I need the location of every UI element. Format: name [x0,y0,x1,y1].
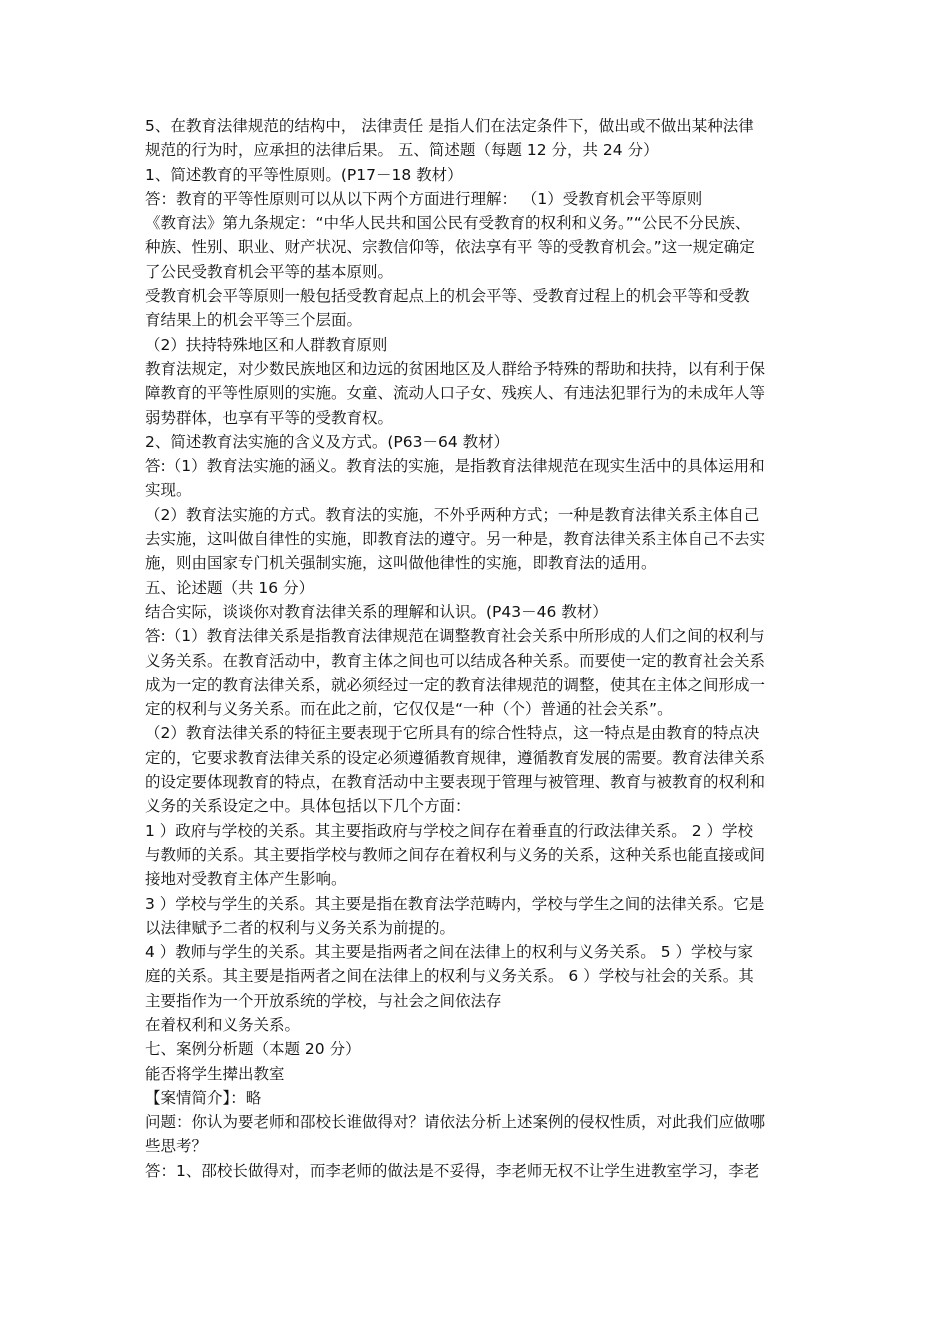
text-line: 以法律赋予二者的权利与义务关系为前提的。 [145,918,456,937]
text-line: 答：1、邵校长做得对，而李老师的做法是不妥得，李老师无权不让学生进教室学习，李老 [145,1161,760,1180]
section-heading: 1、简述教育的平等性原则。(P17－18 教材） [145,165,463,184]
text-line: 教育法规定，对少数民族地区和边远的贫困地区及人群给予特殊的帮助和扶持，以有利于保 [145,359,766,378]
text-line: 义务关系。在教育活动中，教育主体之间也可以结成各种关系。而要使一定的教育社会关系 [145,651,766,670]
text-line: 3 ）学校与学生的关系。其主要是指在教育法学范畴内，学校与学生之间的法律关系。它是 [145,894,765,913]
text-line: 主要指作为一个开放系统的学校，与社会之间依法存 [145,991,502,1010]
text-line: 答:（1）教育法律关系是指教育法律规范在调整教育社会关系中所形成的人们之间的权利与 [145,627,765,646]
text-line: 育结果上的机会平等三个层面。 [145,311,363,330]
text-line: （2）教育法律关系的特征主要表现于它所具有的综合性特点，这一特点是由教育的特点决 [145,724,760,743]
text-line: 在着权利和义务关系。 [145,1015,301,1034]
text-line: 接地对受教育主体产生影响。 [145,870,347,889]
text-line: 【案情简介】：略 [145,1088,262,1107]
text-line: 种族、性别、职业、财产状况、宗教信仰等，依法享有平 等的受教育机会。”这一规定确定 [145,238,755,257]
text-line: 定的权利与义务关系。而在此之前，它仅仅是“一种（个）普通的社会关系”。 [145,700,673,719]
text-line: 庭的关系。其主要是指两者之间在法律上的权利与义务关系。 6 ）学校与社会的关系。其 [145,967,754,986]
text-line: 4 ）教师与学生的关系。其主要是指两者之间在法律上的权利与义务关系。 5 ）学校与家 [145,943,754,962]
text-line: 《教育法》第九条规定：“中华人民共和国公民有受教育的权利和义务。”“公民不分民族、 [145,214,751,233]
text-line: 规范的行为时，应承担的法律后果。 五、简述题（每题 12 分，共 24 分） [145,141,659,160]
text-line: 障教育的平等性原则的实施。女童、流动人口子女、残疾人、有违法犯罪行为的未成年人等 [145,384,766,403]
text-line: （2）教育法实施的方式。教育法的实施，不外乎两种方式；一种是教育法律关系主体自己 [145,505,760,524]
text-line: 的设定要体现教育的特点，在教育活动中主要表现于管理与被管理、教育与被教育的权利和 [145,773,766,792]
text-line: 受教育机会平等原则一般包括受教育起点上的机会平等、受教育过程上的机会平等和受教 [145,287,750,306]
document-page [145,114,810,1183]
section-heading: 七、案例分析题（本题 20 分） [145,1040,361,1059]
text-line: 问题：你认为要老师和邵校长谁做得对？请依法分析上述案例的侵权性质，对此我们应做哪 [145,1113,766,1132]
section-heading: 2、简述教育法实施的含义及方式。(P63－64 教材） [145,432,510,451]
text-line: 弱势群体，也享有平等的受教育权。 [145,408,394,427]
text-line: 答:（1）教育法实施的涵义。教育法的实施，是指教育法律规范在现实生活中的具体运用和 [145,457,765,476]
text-line: （2）扶持特殊地区和人群教育原则 [145,335,388,354]
text-line: 些思考？ [145,1137,208,1156]
text-line: 1 ）政府与学校的关系。其主要指政府与学校之间存在着垂直的行政法律关系。 2 ）学校 [145,821,754,840]
text-line: 实现。 [145,481,192,500]
text-line: 施，则由国家专门机关强制实施，这叫做他律性的实施，即教育法的适用。 [145,554,657,573]
text-line: 与教师的关系。其主要指学校与教师之间存在着权利与义务的关系，这种关系也能直接或间 [145,845,766,864]
text-line: 5、在教育法律规范的结构中， 法律责任 是指人们在法定条件下，做出或不做出某种法律 [145,117,754,135]
text-line: 成为一定的教育法律关系，就必须经过一定的教育法律规范的调整，使其在主体之间形成一 [145,675,766,694]
section-heading: 五、论述题（共 16 分） [145,578,315,597]
text-line: 能否将学生撵出教室 [145,1064,285,1083]
text-line: 去实施，这叫做自律性的实施，即教育法的遵守。另一种是，教育法律关系主体自己不去实 [145,530,766,549]
text-line: 了公民受教育机会平等的基本原则。 [145,262,394,281]
text-line: 定的，它要求教育法律关系的设定必须遵循教育规律，遵循教育发展的需要。教育法律关系 [145,748,766,767]
text-line: 答：教育的平等性原则可以从以下两个方面进行理解： （1）受教育机会平等原则 [145,189,703,208]
text-line: 结合实际，谈谈你对教育法律关系的理解和认识。(P43－46 教材） [145,602,608,621]
text-line: 义务的关系设定之中。具体包括以下几个方面： [145,797,471,816]
